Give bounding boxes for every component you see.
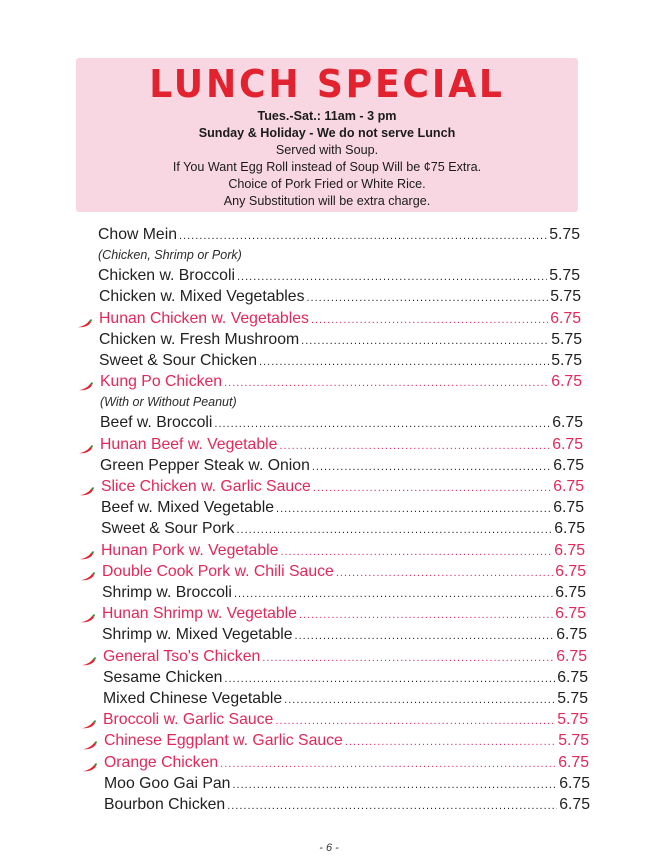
- menu-item: [103, 711, 588, 732]
- menu-item: [101, 478, 584, 499]
- menu-item: [104, 775, 590, 796]
- chili-pepper-icon: [79, 550, 95, 560]
- menu-item-name: General Tso's Chicken: [103, 647, 261, 665]
- menu-item-name: Sesame Chicken: [103, 668, 223, 686]
- menu-item-name: Chicken w. Fresh Mushroom: [99, 330, 300, 348]
- menu-item-price: 5.75: [558, 732, 589, 750]
- menu-item-price: 6.75: [559, 796, 590, 813]
- menu-item-price: 6.75: [557, 668, 588, 686]
- menu-item-note: (Chicken, Shrimp or Pork): [98, 248, 242, 263]
- menu-item: [100, 373, 582, 394]
- menu-item-price: 5.75: [550, 288, 581, 306]
- menu-item: [101, 542, 585, 563]
- menu-item-name: Shrimp w. Mixed Vegetable: [102, 626, 293, 644]
- chili-pepper-icon: [81, 719, 97, 729]
- menu-item: [104, 732, 589, 753]
- menu-item-note: (With or Without Peanut): [100, 395, 237, 410]
- menu-item-price: 5.75: [557, 690, 588, 707]
- rice-text: Choice of Pork Fried or White Rice.: [228, 177, 426, 191]
- leader-dots: [312, 461, 551, 473]
- menu-item-price: 6.75: [553, 478, 584, 495]
- menu-item-name: Green Pepper Steak w. Onion: [100, 456, 310, 474]
- leader-dots: [179, 230, 547, 242]
- menu-item-name: Hunan Pork w. Vegetable: [101, 541, 279, 559]
- menu-item-name: Shrimp w. Broccoli: [102, 584, 232, 601]
- leader-dots: [295, 630, 555, 642]
- leader-dots: [237, 271, 547, 283]
- menu-item-price: 5.75: [549, 226, 580, 243]
- leader-dots: [301, 335, 549, 347]
- chili-pepper-icon: [80, 571, 96, 581]
- menu-item: [100, 436, 583, 457]
- menu-item: [99, 310, 581, 331]
- leader-dots: [284, 694, 555, 706]
- menu-item-price: 6.75: [555, 584, 586, 601]
- menu-item-price: 6.75: [552, 435, 583, 453]
- menu-item-name: Sweet & Sour Pork: [101, 520, 235, 538]
- soup-text: Served with Soup.: [275, 143, 379, 157]
- leader-dots: [275, 715, 555, 727]
- menu-item-price: 5.75: [551, 330, 582, 348]
- menu-item-name: Chinese Eggplant w. Garlic Sauce: [104, 732, 343, 750]
- menu-item-price: 6.75: [555, 562, 586, 580]
- leader-dots: [306, 292, 548, 304]
- menu-item-name: Orange Chicken: [104, 753, 219, 771]
- menu-item-price: 6.75: [554, 520, 585, 538]
- menu-item-name: Beef w. Broccoli: [100, 414, 213, 432]
- menu-item-price: 6.75: [553, 456, 584, 474]
- lunch-special-header: [76, 58, 578, 212]
- leader-dots: [224, 673, 555, 685]
- page-title: LUNCH SPECIAL: [149, 62, 505, 106]
- menu-item-price: 5.75: [551, 352, 582, 369]
- chili-pepper-icon: [81, 656, 97, 666]
- menu-item: [102, 563, 586, 584]
- leader-dots: [280, 546, 552, 558]
- chili-pepper-icon: [79, 486, 95, 496]
- lunch-info: [76, 108, 578, 210]
- hours-text: Tues.-Sat.: 11am - 3 pm: [257, 109, 397, 123]
- menu-item-price: 6.75: [554, 541, 585, 559]
- chili-pepper-icon: [78, 381, 94, 391]
- leader-dots: [232, 779, 557, 791]
- menu-item-price: 6.75: [556, 647, 587, 665]
- leader-dots: [336, 567, 553, 579]
- substitution-text: Any Substitution will be extra charge.: [223, 194, 431, 208]
- menu-item: [101, 499, 584, 520]
- menu-item: [103, 690, 588, 711]
- menu-item: [104, 796, 590, 817]
- menu-item-name: Moo Goo Gai Pan: [104, 774, 231, 792]
- chili-pepper-icon: [77, 318, 93, 328]
- menu-item-name: Chicken w. Broccoli: [98, 267, 235, 285]
- menu-item: [102, 626, 587, 647]
- menu-item-price: 6.75: [558, 753, 589, 771]
- leader-dots: [299, 609, 553, 621]
- chili-pepper-icon: [80, 613, 96, 623]
- chili-pepper-icon: [82, 740, 98, 750]
- menu-item-price: 6.75: [559, 774, 590, 792]
- menu-item-name: Slice Chicken w. Garlic Sauce: [101, 478, 311, 495]
- leader-dots: [311, 314, 548, 326]
- menu-item-name: Beef w. Mixed Vegetable: [101, 499, 275, 517]
- menu-item-price: 6.75: [553, 499, 584, 517]
- chili-pepper-icon: [78, 444, 94, 454]
- leader-dots: [214, 418, 550, 430]
- eggroll-text: If You Want Egg Roll instead of Soup Will be ¢75 Extra.: [172, 160, 482, 174]
- leader-dots: [227, 800, 557, 812]
- menu-item-name: Chicken w. Mixed Vegetables: [99, 288, 305, 306]
- leader-dots: [345, 736, 556, 748]
- menu-item: [98, 267, 580, 288]
- menu-item-price: 6.75: [556, 626, 587, 644]
- menu-item-name: Hunan Chicken w. Vegetables: [99, 309, 309, 327]
- chili-pepper-icon: [82, 762, 98, 772]
- leader-dots: [234, 588, 553, 600]
- menu-item: [99, 352, 582, 373]
- menu-item-name: Hunan Beef w. Vegetable: [100, 435, 278, 453]
- menu-item: [99, 288, 581, 309]
- leader-dots: [236, 524, 552, 536]
- leader-dots: [224, 377, 549, 389]
- leader-dots: [279, 440, 550, 452]
- holiday-text: Sunday & Holiday - We do not serve Lunch: [198, 126, 456, 140]
- menu-item-name: Sweet & Sour Chicken: [99, 352, 258, 369]
- menu-item-name: Kung Po Chicken: [100, 373, 223, 391]
- leader-dots: [220, 758, 556, 770]
- menu-item: [103, 669, 588, 690]
- menu-item: [98, 226, 580, 247]
- menu-item-price: 5.75: [557, 711, 588, 729]
- menu-item-price: 6.75: [555, 605, 586, 623]
- menu-item: [100, 414, 583, 435]
- menu-item: [99, 331, 582, 352]
- menu-item-price: 6.75: [551, 373, 582, 391]
- leader-dots: [259, 356, 549, 368]
- menu-item-name: Bourbon Chicken: [104, 796, 226, 813]
- leader-dots: [262, 652, 554, 664]
- menu-item-name: Hunan Shrimp w. Vegetable: [102, 605, 297, 623]
- leader-dots: [276, 503, 551, 515]
- menu-item-name: Mixed Chinese Vegetable: [103, 690, 283, 707]
- menu-item: [102, 584, 586, 605]
- leader-dots: [313, 482, 551, 494]
- menu-item: [103, 648, 587, 669]
- menu-item-name: Chow Mein: [98, 226, 178, 243]
- menu-item-price: 6.75: [552, 414, 583, 432]
- menu-item-price: 5.75: [549, 267, 580, 285]
- menu-item-name: Broccoli w. Garlic Sauce: [103, 711, 274, 729]
- menu-item: [104, 754, 589, 775]
- menu-item: [102, 605, 586, 626]
- menu-item-price: 6.75: [550, 309, 581, 327]
- page-number: - 6 -: [319, 842, 339, 854]
- menu-item: [101, 520, 585, 541]
- menu-item: [100, 457, 584, 478]
- menu-item-name: Double Cook Pork w. Chili Sauce: [102, 562, 334, 580]
